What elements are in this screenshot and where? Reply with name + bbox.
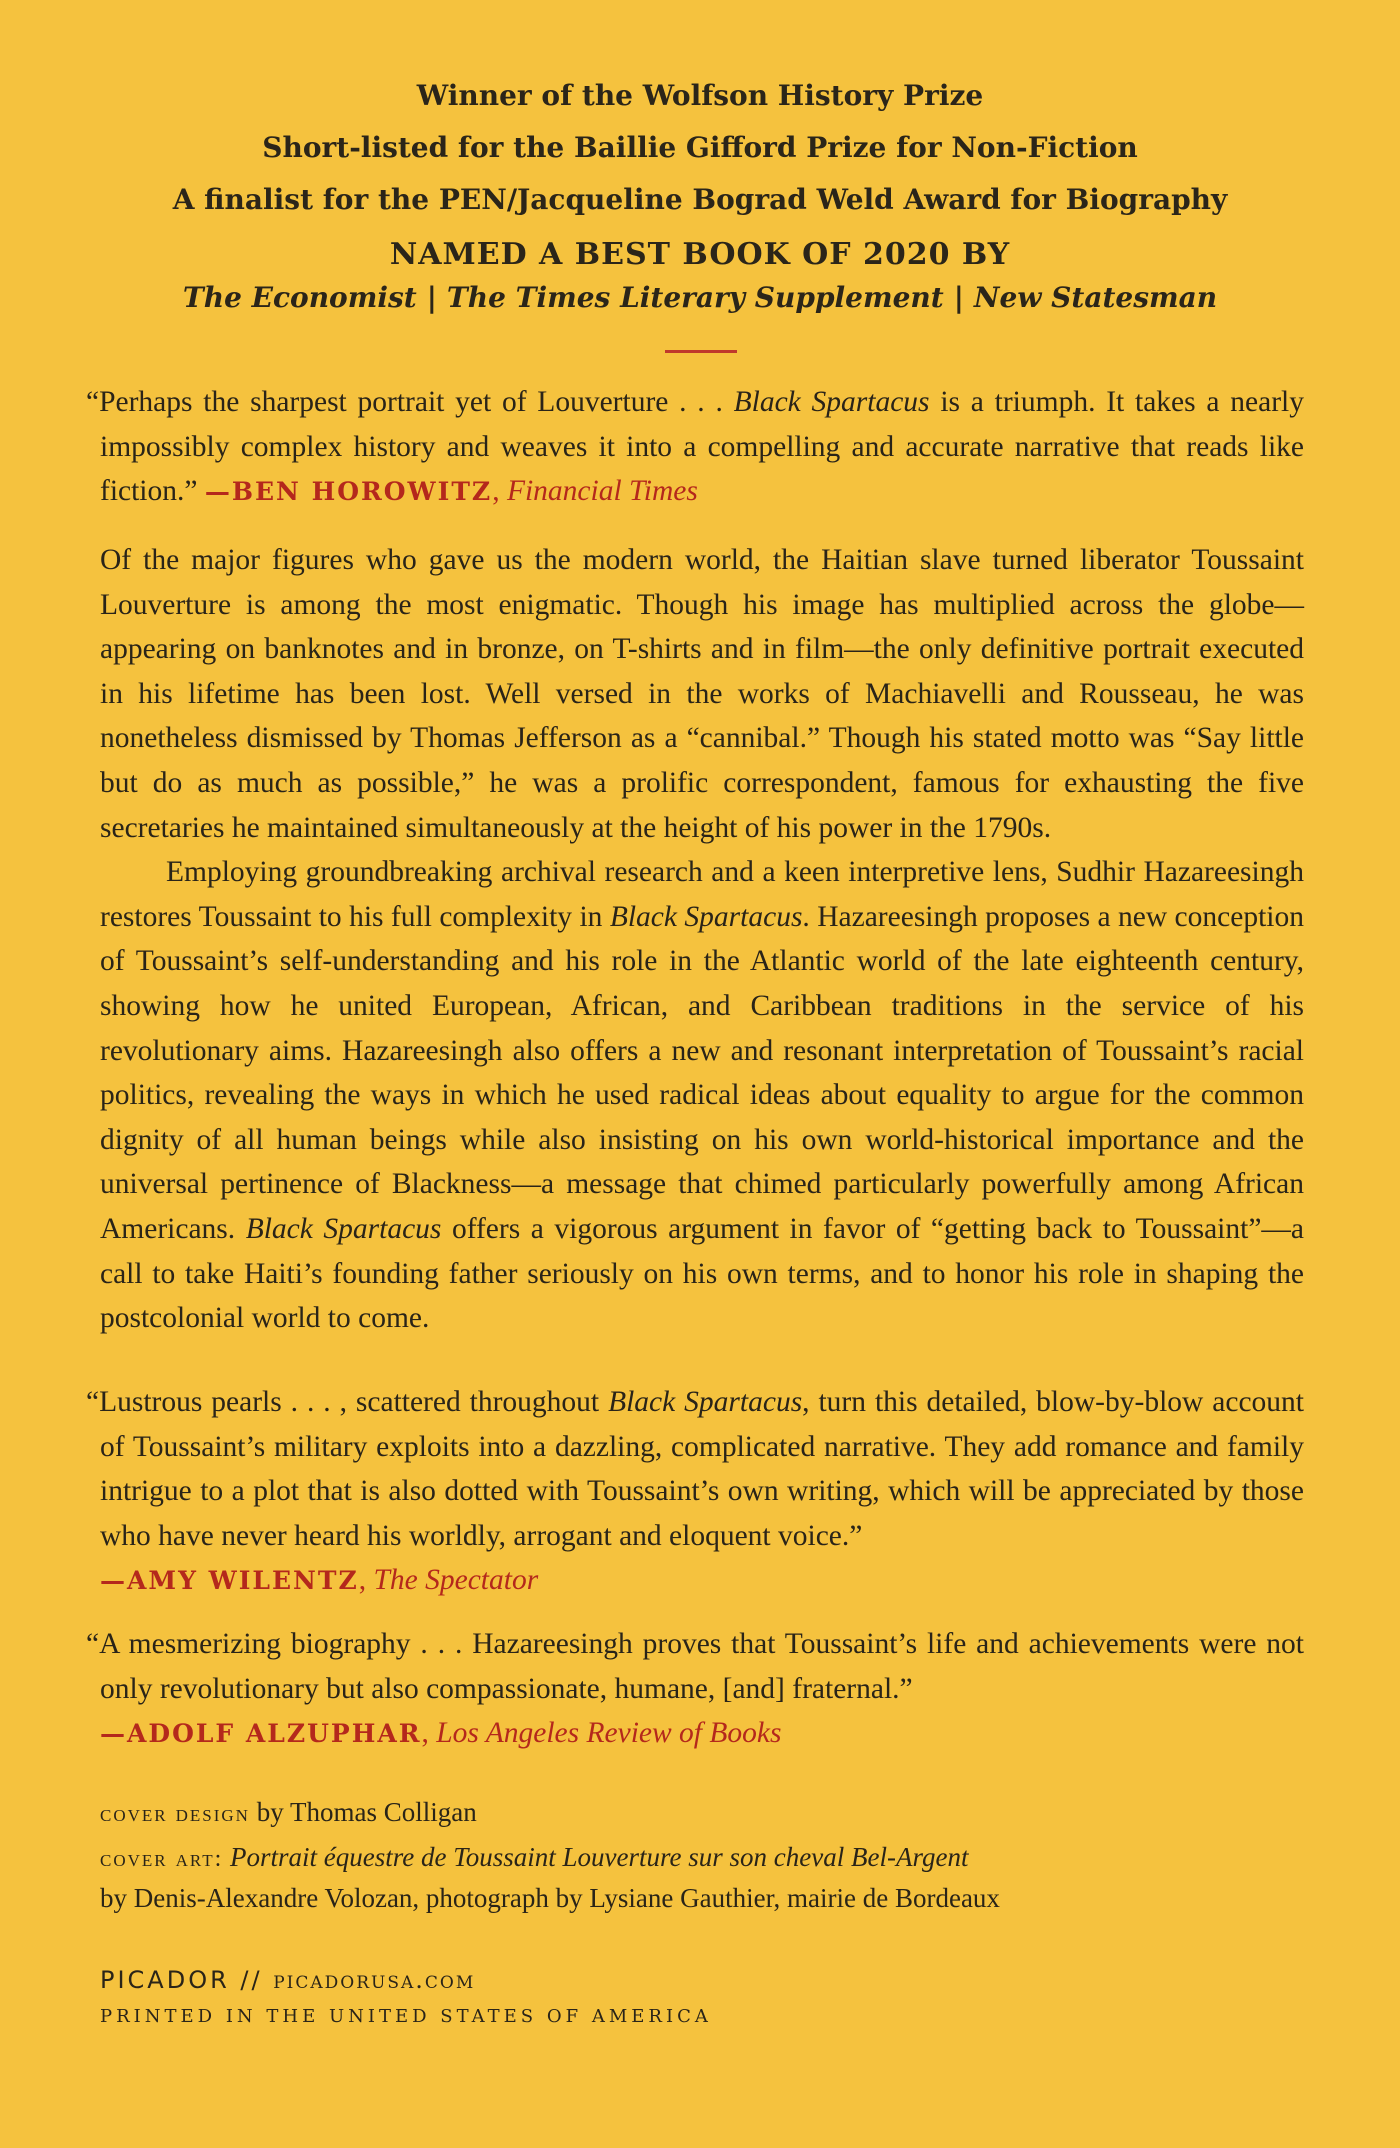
cover-design-credit <box>100 1793 1000 1834</box>
attribution-comma: , <box>358 1564 374 1597</box>
quote-source: Los Angeles Review of Books <box>436 1717 782 1750</box>
cover-art-by: by Denis-Alexandre Volozan, photograph by Lysiane Gauthier, mairie de Bordeaux <box>100 1883 1000 1913</box>
cover-design-label: cover design <box>100 1801 250 1827</box>
description-paragraph-2 <box>100 850 1304 1341</box>
review-quote-alzuphar <box>86 1622 1304 1757</box>
book-title: Black Spartacus <box>733 386 930 418</box>
attribution-comma: , <box>492 475 507 508</box>
publication-tls: The Times Literary Supplement <box>446 281 944 314</box>
publication-list <box>0 278 1400 318</box>
quote-attribution: —ADOLF ALZUPHAR <box>100 1719 422 1749</box>
publisher-website[interactable]: picadorusa.com <box>273 1966 476 1994</box>
description-text: . Hazareesingh proposes a new conception of Toussaint’s self-understanding and his role in the Atlantic world of the late eighteenth century, showing how he united European, African, and Caribbean traditions in the service of his revolutionary aims. Hazareesingh also offers a new and resonant interpretation of Toussaint’s racial politics, revealing the ways in which he used radical ideas about equality to argue for the common dignity of all human beings while also insisting on his own world-historical importance and the universal pertinence of Blackness—a message that chimed particularly powerfully among African Americans. <box>100 900 1304 1245</box>
cover-designer: by Thomas Colligan <box>249 1797 477 1827</box>
awards-block <box>0 70 1400 318</box>
attribution-comma: , <box>421 1717 437 1750</box>
publisher-line <box>100 1960 1000 2000</box>
publication-economist: The Economist <box>182 281 417 314</box>
cover-art-label: cover art: <box>100 1846 224 1872</box>
separator: | <box>953 281 964 314</box>
description-text: Employing groundbreaking archival research and a keen interpretive lens, Sudhir Hazareesingh restores Toussaint to his full complexity in <box>100 856 1304 933</box>
quote-text: “A mesmerizing biography . . . Hazareesingh proves that Toussaint’s life and achievements were not only revolutionary but also compassionate, humane, [and] fraternal.” <box>86 1628 1304 1705</box>
book-description <box>100 538 1304 1341</box>
quote-text: “Perhaps the sharpest portrait yet of Louverture . . . <box>86 386 734 418</box>
separator: | <box>426 281 437 314</box>
quote-text: “Lustrous pearls . . . , scattered throughout <box>86 1386 609 1418</box>
award-pen: A finalist for the PEN/Jacqueline Bograd Weld Award for Biography <box>172 183 1228 216</box>
cover-art-title: Portrait équestre de Toussaint Louverture sur son cheval Bel-Argent <box>230 1842 969 1872</box>
quote-source: Financial Times <box>506 475 698 508</box>
printed-in: PRINTED IN THE UNITED STATES OF AMERICA <box>100 2006 712 2027</box>
cover-art-credit <box>100 1838 1000 1918</box>
quote-attribution: —AMY WILENTZ <box>100 1566 359 1596</box>
footer <box>100 1960 1000 2034</box>
credits <box>100 1793 1000 1918</box>
quote-text: , turn this detailed, blow-by-blow account of Toussaint’s military exploits into a dazzling, complicated narrative. They add romance and family intrigue to a plot that is also dotted with Toussaint’s own writing, which will be appreciated by those who have never heard his worldly, arrogant and eloquent voice.” <box>100 1386 1304 1552</box>
book-title: Black Spartacus <box>608 1386 803 1418</box>
review-quote-horowitz <box>86 380 1304 515</box>
quote-attribution: —BEN HOROWITZ <box>204 477 493 507</box>
award-wolfson: Winner of the Wolfson History Prize <box>416 79 984 112</box>
publisher-name: PICADOR // <box>100 1966 263 1994</box>
divider-rule <box>665 350 737 353</box>
publication-new-statesman: New Statesman <box>973 281 1218 314</box>
quote-text: is a triumph. It takes a nearly impossibly complex history and weaves it into a compelling and accurate narrative that reads like fiction.” <box>100 386 1304 508</box>
best-book-heading: NAMED A BEST BOOK OF 2020 BY <box>389 237 1011 272</box>
review-quote-wilentz <box>86 1380 1304 1604</box>
description-paragraph-1: Of the major figures who gave us the modern world, the Haitian slave turned liberator Toussaint Louverture is among the most enigmatic. Though his image has multiplied across the globe—appearing on banknotes and in bronze, on T-shirts and in film—the only definitive portrait executed in his lifetime has been lost. Well versed in the works of Machiavelli and Rousseau, he was nonetheless dismissed by Thomas Jefferson as a “cannibal.” Though his stated motto was “Say little but do as much as possible,” he was a prolific correspondent, famous for exhausting the five secretaries he maintained simultaneously at the height of his power in the 1790s. <box>100 544 1304 844</box>
award-baillie-gifford: Short-listed for the Baillie Gifford Prize for Non-Fiction <box>262 131 1138 164</box>
quote-source: The Spectator <box>373 1564 539 1597</box>
book-title: Black Spartacus <box>609 900 803 933</box>
description-text: offers a vigorous argument in favor of “getting back to Toussaint”—a call to take Haiti’s founding father seriously on his own terms, and to honor his role in shaping the postcolonial world to come. <box>100 1212 1305 1335</box>
book-title: Black Spartacus <box>245 1212 442 1245</box>
